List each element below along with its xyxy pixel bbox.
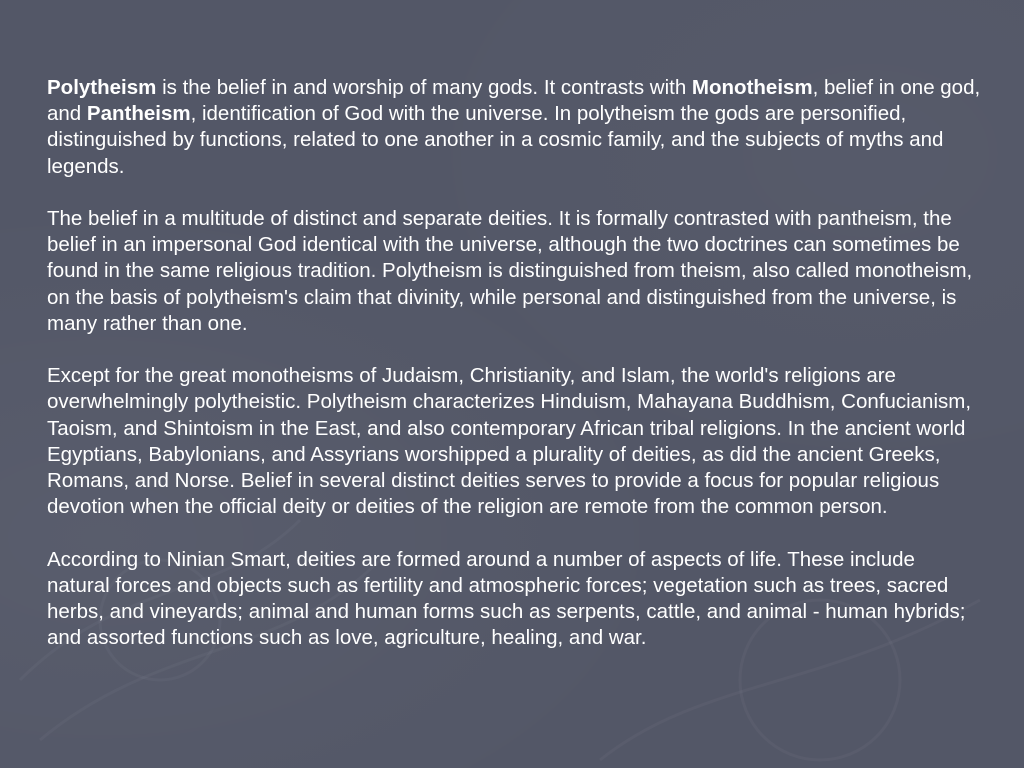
paragraph-1 xyxy=(47,75,982,180)
bold-term: Polytheism xyxy=(47,76,157,99)
paragraph-text: The belief in a multitude of distinct and separate deities. It is formally contrasted with pantheism, the belief in an impersonal God identical with the universe, although the two doctrines can sometimes be found in the same religious tradition. Polytheism is distinguished from theism, also called monotheism, on the basis of polytheism's claim that divinity, while personal and distinguished from the universe, is many rather than one. xyxy=(47,207,973,335)
paragraph-3 xyxy=(47,363,982,520)
paragraph-text: Except for the great monotheisms of Judaism, Christianity, and Islam, the world's religions are overwhelmingly polytheistic. Polytheism characterizes Hinduism, Mahayana Buddhism, Confucianism, Taoism, and Shintoism in the East, and also contemporary African tribal religions. In the ancient world Egyptians, Babylonians, and Assyrians worshipped a plurality of deities, as did the ancient Greeks, Romans, and Norse. Belief in several distinct deities serves to provide a focus for popular religious devotion when the official deity or deities of the religion are remote from the common person. xyxy=(47,364,972,519)
paragraph-text: , belief in one god, and xyxy=(47,76,981,126)
paragraph-text: According to Ninian Smart, deities are formed around a number of aspects of life. These include natural forces and objects such as fertility and atmospheric forces; vegetation such as trees, sacred herbs, and vineyards; animal and human forms such as serpents, cattle, and animal - human hybrids; and assorted functions such as love, agriculture, healing, and war. xyxy=(47,547,966,650)
bold-term: Pantheism xyxy=(86,102,191,126)
slide-body-text xyxy=(47,75,982,678)
bold-term: Monotheism xyxy=(691,76,813,99)
paragraph-text: , identification of God with the universe. In polytheism the gods are personified, distinguished by functions, related to one another in a cosmic family, and the subjects of myths and legends. xyxy=(47,102,944,178)
paragraph-4 xyxy=(47,547,982,652)
paragraph-2 xyxy=(47,206,982,337)
paragraph-text: is the belief in and worship of many gods. It contrasts with xyxy=(156,76,692,99)
